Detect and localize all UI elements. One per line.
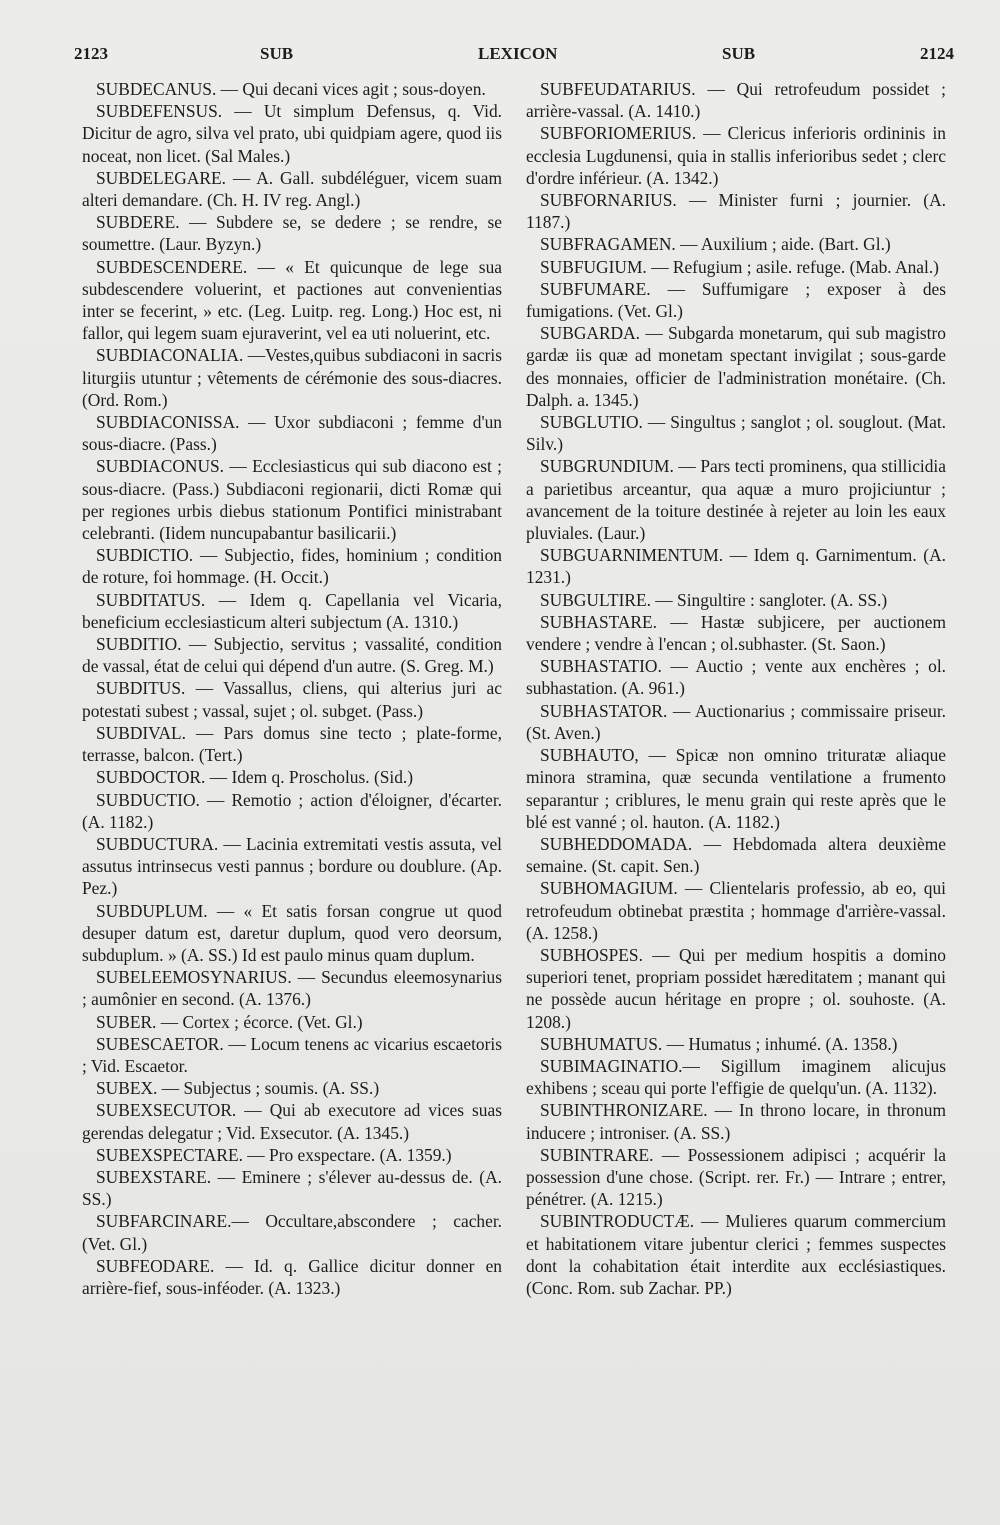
left-guide-word: SUB — [260, 44, 294, 63]
right-guide-word: SUB — [722, 44, 756, 63]
dictionary-entry: SUBDIACONALIA. —Vestes,quibus subdiaconi in sacris liturgiis utuntur ; vêtements de cérémonie des sous-diacres. (Ord. Rom.) — [82, 345, 502, 410]
dictionary-entry: SUBDUCTURA. — Lacinia extremitati vestis assuta, vel assutus intrinsecus vesti pannus ; bordure ou doublure. (Ap. Pez.) — [82, 833, 502, 899]
dictionary-entry: SUBHEDDOMADA. — Hebdomada altera deuxième semaine. (St. capit. Sen.) — [526, 833, 946, 877]
dictionary-entry: SUBDICTIO. — Subjectio, fides, hominium ; condition de roture, foi hommage. (H. Occit.) — [82, 545, 502, 588]
dictionary-entry: SUBGARDA. — Subgarda monetarum, qui sub magistro gardæ iis quæ ad monetam spectant invigilat ; sous-garde des monnaies, officier de l'administration monétaire. (Ch. Dalph. a. 1345.) — [526, 323, 946, 410]
dictionary-entry: SUBER. — Cortex ; écorce. (Vet. Gl.) — [96, 1011, 363, 1032]
dictionary-entry: SUBEXSPECTARE. — Pro exspectare. (A. 1359.) — [96, 1144, 452, 1165]
dictionary-entry: SUBGULTIRE. — Singultire : sangloter. (A. SS.) — [540, 589, 888, 610]
dictionary-entry: SUBHASTATIO. — Auctio ; vente aux enchères ; ol. subhastation. (A. 961.) — [526, 656, 946, 699]
left-column — [82, 78, 502, 1299]
dictionary-entry: SUBFUGIUM. — Refugium ; asile. refuge. (Mab. Anal.) — [540, 256, 939, 277]
dictionary-entry: SUBFEUDATARIUS. — Qui retrofeudum possidet ; arrière-vassal. (A. 1410.) — [526, 79, 946, 122]
dictionary-entry: SUBHASTARE. — Hastæ subjicere, per auctionem vendere ; vendre à l'encan ; ol.subhaster. (St. Saon.) — [526, 611, 946, 655]
dictionary-entry: SUBFARCINARE.— Occultare,abscondere ; cacher. (Vet. Gl.) — [82, 1211, 502, 1254]
dictionary-entry: SUBESCAETOR. — Locum tenens ac vicarius escaetoris ; Vid. Escaetor. — [82, 1033, 502, 1076]
dictionary-entry: SUBEXSTARE. — Eminere ; s'élever au-dessus de. (A. SS.) — [82, 1166, 502, 1210]
dictionary-entry: SUBGLUTIO. — Singultus ; sanglot ; ol. souglout. (Mat. Silv.) — [526, 412, 946, 455]
dictionary-entry: SUBIMAGINATIO.— Sigillum imaginem alicujus exhibens ; sceau qui porte l'effigie de quelqu'un. (A. 1132). — [526, 1055, 946, 1099]
dictionary-entry: SUBINTRODUCTÆ. — Mulieres quarum commercium et habitationem vitare jubentur clerici ; femmes suspectes dont la cohabitation était interdite aux ecclésiastiques. (Conc. Rom. sub Zachar. PP.) — [526, 1211, 946, 1298]
dictionary-entry: SUBHASTATOR. — Auctionarius ; commissaire priseur. (St. Aven.) — [526, 700, 946, 743]
dictionary-entry: SUBGUARNIMENTUM. — Idem q. Garnimentum. (A. 1231.) — [526, 545, 946, 588]
dictionary-entry: SUBDESCENDERE. — « Et quicunque de lege sua subdescendere voluerint, et pactiones aut convenientias inter se fecerint, » etc. (Leg. Luitp. reg. Long.) Hoc est, ni fallor, qui legem suam ejuraverint, vel ea uti noluerint, etc. — [82, 256, 502, 344]
dictionary-entry: SUBDERE. — Subdere se, se dedere ; se rendre, se soumettre. (Laur. Byzyn.) — [82, 212, 502, 255]
dictionary-entry: SUBDECANUS. — Qui decani vices agit ; sous-doyen. — [96, 79, 486, 99]
dictionary-entry: SUBDELEGARE. — A. Gall. subdéléguer, vicem suam alteri demandare. (Ch. H. IV reg. Angl.) — [82, 167, 502, 211]
dictionary-entry: SUBDIVAL. — Pars domus sine tecto ; plate-forme, terrasse, balcon. (Tert.) — [82, 722, 502, 766]
dictionary-entry: SUBDITATUS. — Idem q. Capellania vel Vicaria, beneficium ecclesiasticum alteri subjectum (A. 1310.) — [82, 589, 502, 632]
dictionary-entry: SUBDOCTOR. — Idem q. Proscholus. (Sid.) — [96, 767, 414, 788]
dictionary-entry: SUBEXSECUTOR. — Qui ab executore ad vices suas gerendas delegatur ; Vid. Exsecutor. (A. 1345.) — [82, 1100, 502, 1143]
dictionary-entry: SUBEX. — Subjectus ; soumis. (A. SS.) — [96, 1078, 380, 1099]
dictionary-entry: SUBDEFENSUS. — Ut simplum Defensus, q. Vid. Dicitur de agro, silva vel prato, ubi quidpiam agere, quod iis noceat, non licet. (Sal Males.) — [82, 101, 502, 166]
dictionary-entry: SUBDUCTIO. — Remotio ; action d'éloigner, d'écarter. (A. 1182.) — [82, 789, 502, 832]
dictionary-entry: SUBDIACONUS. — Ecclesiasticus qui sub diacono est ; sous-diacre. (Pass.) Subdiaconi regionarii, dicti Romæ qui per regiones urbis diebus stationum Pontifici ministrabant celebranti. (Iidem nuncupabantur basilicarii.) — [82, 456, 502, 544]
dictionary-entry: SUBFEODARE. — Id. q. Gallice dicitur donner en arrière-fief, sous-inféoder. (A. 1323.) — [82, 1255, 502, 1298]
right-column — [526, 78, 946, 1299]
dictionary-entry: SUBFUMARE. — Suffumigare ; exposer à des fumigations. (Vet. Gl.) — [526, 278, 946, 322]
dictionary-entry: SUBINTHRONIZARE. — In throno locare, in thronum inducere ; introniser. (A. SS.) — [526, 1100, 946, 1143]
dictionary-entry: SUBHUMATUS. — Humatus ; inhumé. (A. 1358.) — [540, 1033, 898, 1054]
dictionary-entry: SUBDUPLUM. — « Et satis forsan congrue ut quod desuper datum est, daretur duplum, quod vero deorsum, subduplum. » (A. SS.) Id est paulo minus quam duplum. — [82, 900, 502, 965]
left-page-number: 2123 — [74, 44, 108, 63]
dictionary-entry: SUBDITIO. — Subjectio, servitus ; vassalité, condition de vassal, état de celui qui dépend d'un autre. (S. Greg. M.) — [82, 634, 502, 677]
dictionary-entry: SUBFORNARIUS. — Minister furni ; journier. (A. 1187.) — [526, 190, 946, 233]
dictionary-entry: SUBGRUNDIUM. — Pars tecti prominens, qua stillicidia a parietibus arceantur, qua aquæ a muro projiciuntur ; avancement de la toiture destinée à rejeter au loin les eaux pluviales. (Laur.) — [526, 456, 946, 544]
dictionary-entry: SUBHOMAGIUM. — Clientelaris professio, ab eo, qui retrofeudum obtinebat præstita ; hommage d'arrière-vassal. (A. 1258.) — [526, 878, 946, 943]
dictionary-entry: SUBFRAGAMEN. — Auxilium ; aide. (Bart. Gl.) — [540, 234, 891, 255]
dictionary-entry: SUBDITUS. — Vassallus, cliens, qui alterius juri ac potestati subest ; vassal, sujet ; ol. subget. (Pass.) — [82, 678, 502, 721]
dictionary-entry: SUBDIACONISSA. — Uxor subdiaconi ; femme d'un sous-diacre. (Pass.) — [82, 412, 502, 455]
dictionary-entry: SUBELEEMOSYNARIUS. — Secundus eleemosynarius ; aumônier en second. (A. 1376.) — [82, 967, 502, 1010]
running-header — [74, 44, 954, 70]
dictionary-entry: SUBINTRARE. — Possessionem adipisci ; acquérir la possession d'une chose. (Script. rer. Fr.) — Intrare ; entrer, pénétrer. (A. 1215.) — [526, 1144, 946, 1210]
right-page-number: 2124 — [920, 44, 954, 63]
dictionary-entry: SUBHAUTO, — Spicæ non omnino trituratæ aliaque minora stramina, quæ secunda ventilatione a frumento separantur ; criblures, le menu grain qui reste après que le blé est vanné ; ol. hauton. (A. 1182.) — [526, 745, 946, 832]
header-title: LEXICON — [478, 44, 558, 63]
dictionary-entry: SUBFORIOMERIUS. — Clericus inferioris ordininis in ecclesia Lugdunensi, quia in stallis inferioribus sedet ; clerc d'ordre inférieur. (A. 1342.) — [526, 123, 946, 188]
dictionary-entry: SUBHOSPES. — Qui per medium hospitis a domino superiori tenet, propriam possidet hæreditatem ; manant qui ne possède aucun héritage en propre ; ol. souhoste. (A. 1208.) — [526, 944, 946, 1032]
